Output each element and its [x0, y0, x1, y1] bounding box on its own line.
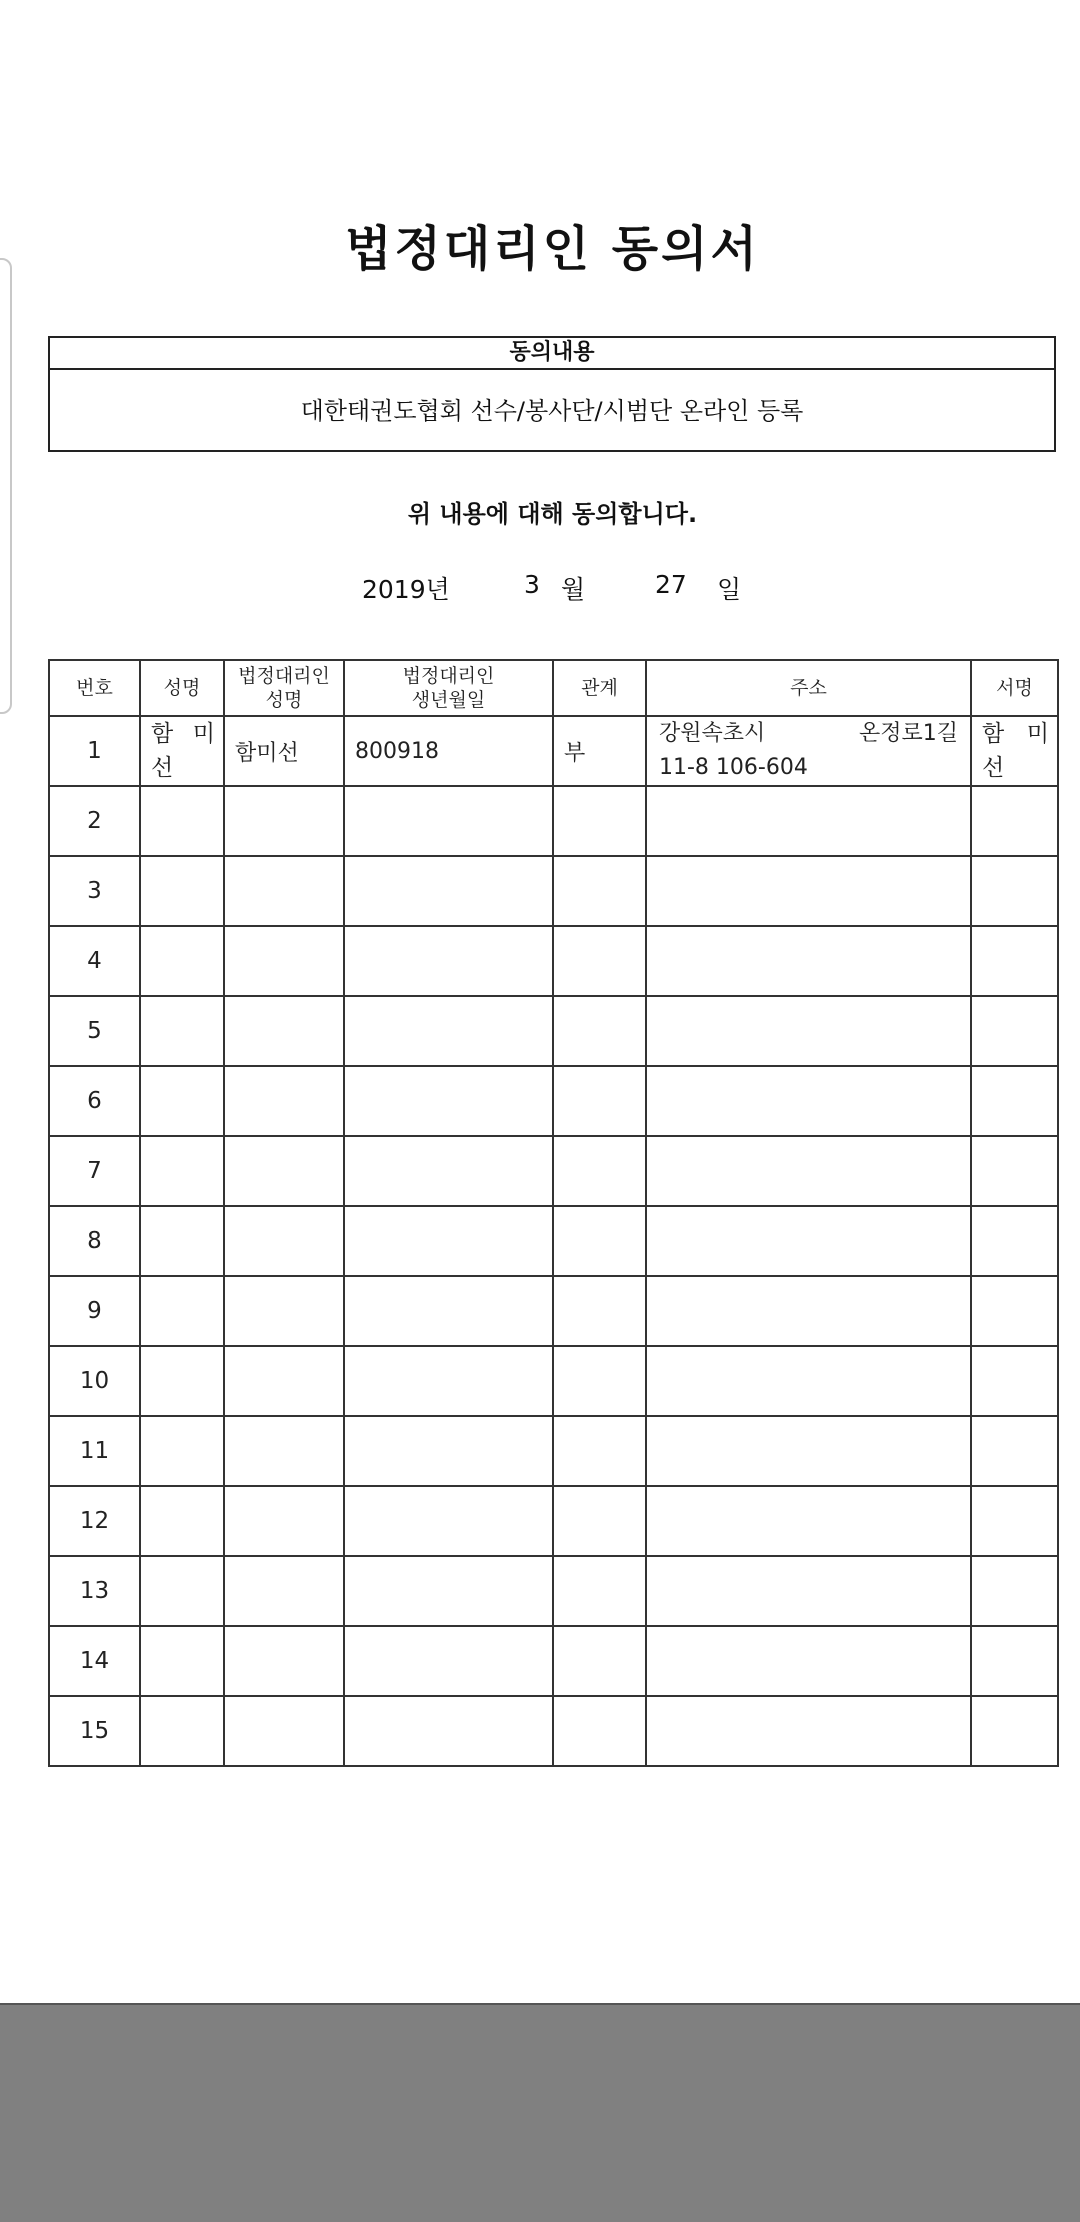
- row-guardian-birth: [344, 1346, 553, 1416]
- row-address: [646, 1346, 971, 1416]
- guardian-table: [48, 659, 1059, 1767]
- row-address: [646, 1486, 971, 1556]
- table-row: [49, 1556, 1058, 1626]
- table-header-row: [49, 660, 1058, 716]
- row-name: [140, 996, 224, 1066]
- row-relation: [553, 1556, 646, 1626]
- row-name-char3: 선: [151, 755, 174, 781]
- row-guardian-name: [224, 926, 344, 996]
- row-address: [646, 786, 971, 856]
- row-number: 7: [49, 1136, 140, 1206]
- row-name: [140, 1066, 224, 1136]
- row-number: 4: [49, 926, 140, 996]
- row-guardian-name: [224, 786, 344, 856]
- row-address: [646, 1626, 971, 1696]
- row-relation: [553, 926, 646, 996]
- row-name-char1: 함: [151, 721, 174, 747]
- row-relation: [553, 1416, 646, 1486]
- header-number: 번호: [49, 660, 140, 716]
- row-name: [140, 786, 224, 856]
- row-name-char2: 미: [192, 721, 215, 747]
- row-address: [646, 1276, 971, 1346]
- row-relation: [553, 786, 646, 856]
- date-month-unit: 월: [561, 575, 586, 604]
- header-address: 주소: [646, 660, 971, 716]
- row-address: [646, 856, 971, 926]
- table-row: [49, 856, 1058, 926]
- row-guardian-birth: [344, 856, 553, 926]
- row-signature: [971, 1206, 1058, 1276]
- row-name: [140, 716, 224, 786]
- row-relation: [553, 1206, 646, 1276]
- row-address: [646, 716, 971, 786]
- row-address: [646, 1556, 971, 1626]
- row-guardian-birth: [344, 1416, 553, 1486]
- row-guardian-birth: [344, 1066, 553, 1136]
- row-guardian-name: 함미선: [224, 716, 344, 786]
- row-number: 9: [49, 1276, 140, 1346]
- row-guardian-birth: [344, 1626, 553, 1696]
- row-number: 12: [49, 1486, 140, 1556]
- row-guardian-name: [224, 1276, 344, 1346]
- row-signature: [971, 1556, 1058, 1626]
- row-guardian-birth: [344, 926, 553, 996]
- table-row: [49, 1066, 1058, 1136]
- row-relation: [553, 1486, 646, 1556]
- consent-box-body: 대한태권도협회 선수/봉사단/시범단 온라인 등록: [300, 397, 804, 425]
- date-day: 27: [655, 570, 687, 599]
- row-relation: [553, 1696, 646, 1766]
- row-address: [646, 1136, 971, 1206]
- header-name: 성명: [140, 660, 224, 716]
- consent-box: [48, 336, 1056, 452]
- row-guardian-birth: [344, 996, 553, 1066]
- row-name: [140, 926, 224, 996]
- row-number: 14: [49, 1626, 140, 1696]
- row-number: 13: [49, 1556, 140, 1626]
- row-signature: [971, 1346, 1058, 1416]
- row-sign-char2: 미: [1026, 721, 1049, 747]
- row-relation: [553, 856, 646, 926]
- table-row: [49, 1416, 1058, 1486]
- row-relation: 부: [553, 716, 646, 786]
- row-signature: [971, 1486, 1058, 1556]
- row-relation: [553, 1346, 646, 1416]
- row-sign-char1: 함: [982, 721, 1005, 747]
- consent-box-header: 동의내용: [50, 338, 1054, 370]
- row-address: [646, 1416, 971, 1486]
- bottom-bar: [0, 2003, 1080, 2222]
- date-day-unit: 일: [717, 575, 742, 604]
- row-signature: [971, 926, 1058, 996]
- table-row: [49, 1136, 1058, 1206]
- table-row: [49, 716, 1058, 786]
- row-guardian-name: [224, 1486, 344, 1556]
- table-row: [49, 786, 1058, 856]
- row-guardian-name: [224, 1066, 344, 1136]
- row-address-street: 온정로1길: [858, 721, 958, 746]
- row-number: 2: [49, 786, 140, 856]
- row-guardian-birth: [344, 1276, 553, 1346]
- row-name: [140, 1136, 224, 1206]
- row-signature: [971, 786, 1058, 856]
- table-row: [49, 1276, 1058, 1346]
- row-guardian-birth: [344, 1486, 553, 1556]
- row-signature: [971, 716, 1058, 786]
- table-row: [49, 1626, 1058, 1696]
- row-address: [646, 1066, 971, 1136]
- row-relation: [553, 1136, 646, 1206]
- row-address: [646, 1696, 971, 1766]
- header-guardian-birth-line2: 생년월일: [411, 689, 486, 711]
- row-guardian-name: [224, 856, 344, 926]
- header-guardian-name: [224, 660, 344, 716]
- row-guardian-name: [224, 1206, 344, 1276]
- row-number: 1: [49, 716, 140, 786]
- table-row: [49, 1346, 1058, 1416]
- header-guardian-name-line2: 성명: [265, 689, 303, 711]
- row-guardian-name: [224, 1626, 344, 1696]
- header-guardian-name-line1: 법정대리인: [238, 665, 330, 687]
- row-relation: [553, 1276, 646, 1346]
- scroll-handle[interactable]: [0, 258, 12, 714]
- row-address-city: 강원속초시: [659, 721, 766, 746]
- table-row: [49, 1696, 1058, 1766]
- row-guardian-name: [224, 1696, 344, 1766]
- row-signature: [971, 1416, 1058, 1486]
- row-guardian-birth: [344, 786, 553, 856]
- row-number: 8: [49, 1206, 140, 1276]
- date-year: 2019년: [362, 575, 450, 604]
- row-name: [140, 856, 224, 926]
- header-relation: 관계: [553, 660, 646, 716]
- row-signature: [971, 1696, 1058, 1766]
- agreement-text: 위 내용에 대해 동의합니다.: [407, 500, 698, 528]
- row-number: 15: [49, 1696, 140, 1766]
- row-name: [140, 1206, 224, 1276]
- row-guardian-name: [224, 1556, 344, 1626]
- header-signature: 서명: [971, 660, 1058, 716]
- row-name: [140, 1556, 224, 1626]
- row-number: 11: [49, 1416, 140, 1486]
- row-guardian-name: [224, 1136, 344, 1206]
- row-guardian-birth: [344, 1206, 553, 1276]
- row-guardian-name: [224, 996, 344, 1066]
- row-signature: [971, 1276, 1058, 1346]
- row-signature: [971, 996, 1058, 1066]
- header-guardian-birth-line1: 법정대리인: [402, 665, 495, 687]
- row-name: [140, 1276, 224, 1346]
- page-title: 법정대리인 동의서: [345, 221, 760, 277]
- row-guardian-birth: [344, 1556, 553, 1626]
- row-number: 10: [49, 1346, 140, 1416]
- table-row: [49, 996, 1058, 1066]
- row-address: [646, 1206, 971, 1276]
- row-relation: [553, 996, 646, 1066]
- row-relation: [553, 1066, 646, 1136]
- row-name: [140, 1696, 224, 1766]
- row-number: 3: [49, 856, 140, 926]
- row-signature: [971, 856, 1058, 926]
- row-address: [646, 926, 971, 996]
- header-guardian-birth: [344, 660, 553, 716]
- table-row: [49, 1486, 1058, 1556]
- row-sign-char3: 선: [982, 755, 1005, 781]
- row-name: [140, 1626, 224, 1696]
- row-name: [140, 1486, 224, 1556]
- row-guardian-birth: 800918: [344, 716, 553, 786]
- row-name: [140, 1416, 224, 1486]
- date-month: 3: [524, 570, 540, 599]
- row-relation: [553, 1626, 646, 1696]
- row-guardian-birth: [344, 1136, 553, 1206]
- row-address-detail: 11-8 106-604: [659, 755, 808, 780]
- table-row: [49, 1206, 1058, 1276]
- row-signature: [971, 1136, 1058, 1206]
- row-number: 5: [49, 996, 140, 1066]
- row-address: [646, 996, 971, 1066]
- row-name: [140, 1346, 224, 1416]
- row-guardian-name: [224, 1416, 344, 1486]
- row-number: 6: [49, 1066, 140, 1136]
- row-guardian-birth: [344, 1696, 553, 1766]
- row-signature: [971, 1066, 1058, 1136]
- row-signature: [971, 1626, 1058, 1696]
- table-row: [49, 926, 1058, 996]
- row-guardian-name: [224, 1346, 344, 1416]
